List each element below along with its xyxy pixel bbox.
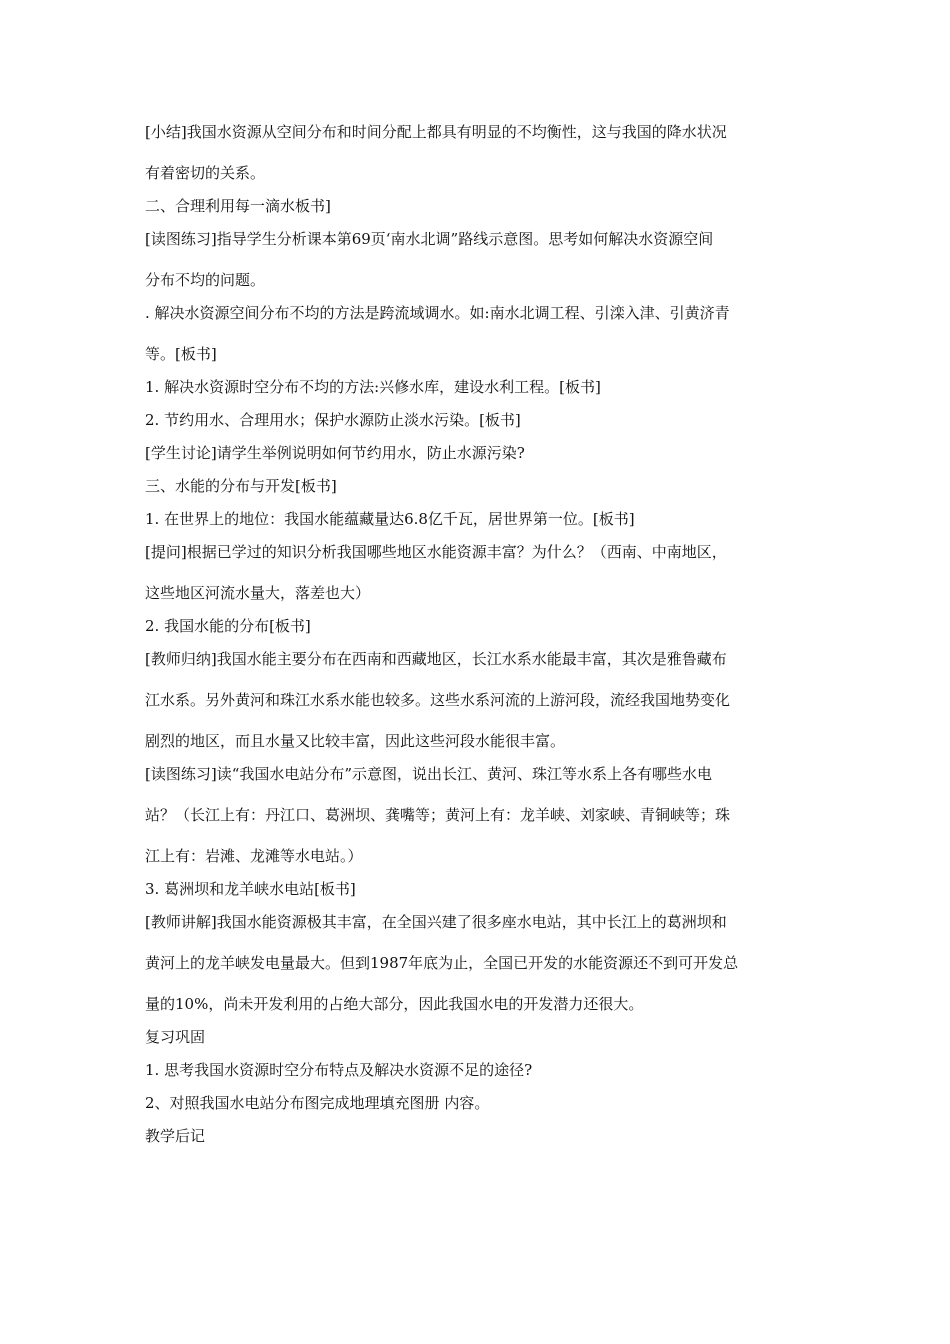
text-line: 等。[板书] [145,345,217,363]
text-line: 量的10%，尚未开发利用的占绝大部分，因此我国水电的开发潜力还很大。 [145,995,644,1013]
text-line: 江上有：岩滩、龙滩等水电站。） [145,847,363,865]
document-body [145,122,815,1146]
text-line: [学生讨论]请学生举例说明如何节约用水，防止水源污染? [145,444,525,462]
text-line: 分布不均的问题。 [145,271,266,289]
section-heading: 教学后记 [145,1127,206,1145]
text-line: 2. 节约用水、合理用水；保护水源防止淡水污染。[板书] [145,411,521,429]
text-line: . 解决水资源空间分布不均的方法是跨流域调水。如:南水北调工程、引滦入津、引黄济青 [145,304,730,322]
text-line: 江水系。另外黄河和珠江水系水能也较多。这些水系河流的上游河段，流经我国地势变化 [145,691,731,709]
text-line: 2、对照我国水电站分布图完成地理填充图册 内容。 [145,1094,490,1112]
text-line: 剧烈的地区，而且水量又比较丰富，因此这些河段水能很丰富。 [145,732,566,750]
section-heading: 复习巩固 [145,1028,206,1046]
text-line: 这些地区河流水量大，落差也大） [145,584,371,602]
text-line: 2. 我国水能的分布[板书] [145,617,311,635]
section-heading: 二、合理利用每一滴水板书] [145,197,331,215]
text-line: [教师讲解]我国水能资源极其丰富，在全国兴建了很多座水电站，其中长江上的葛洲坝和 [145,913,727,931]
text-line: 1. 思考我国水资源时空分布特点及解决水资源不足的途径? [145,1061,533,1079]
text-line: [提问]根据已学过的知识分析我国哪些地区水能资源丰富？为什么？（西南、中南地区， [145,543,727,561]
text-line: [教师归纳]我国水能主要分布在西南和西藏地区，长江水系水能最丰富，其次是雅鲁藏布 [145,650,727,668]
section-heading: 三、水能的分布与开发[板书] [145,477,337,495]
text-line: 1. 解决水资源时空分布不均的方法:兴修水库，建设水利工程。[板书] [145,378,601,396]
text-line: [读图练习]指导学生分析课本第69页‘南水北调”路线示意图。思考如何解决水资源空间 [145,230,714,248]
text-line: 黄河上的龙羊峡发电量最大。但到1987年底为止，全国已开发的水能资源还不到可开发总 [145,954,739,972]
text-line: 3. 葛洲坝和龙羊峡水电站[板书] [145,880,356,898]
text-line: 有着密切的关系。 [145,164,266,182]
text-line: 站？（长江上有：丹江口、葛洲坝、龚嘴等；黄河上有：龙羊峡、刘家峡、青铜峡等；珠 [145,806,731,824]
text-line: [读图练习]读“我国水电站分布”示意图，说出长江、黄河、珠江等水系上各有哪些水电 [145,765,713,783]
text-line: 1. 在世界上的地位：我国水能蕴藏量达6.8亿千瓦，居世界第一位。[板书] [145,510,635,528]
text-line: [小结]我国水资源从空间分布和时间分配上都具有明显的不均衡性，这与我国的降水状况 [145,123,727,141]
